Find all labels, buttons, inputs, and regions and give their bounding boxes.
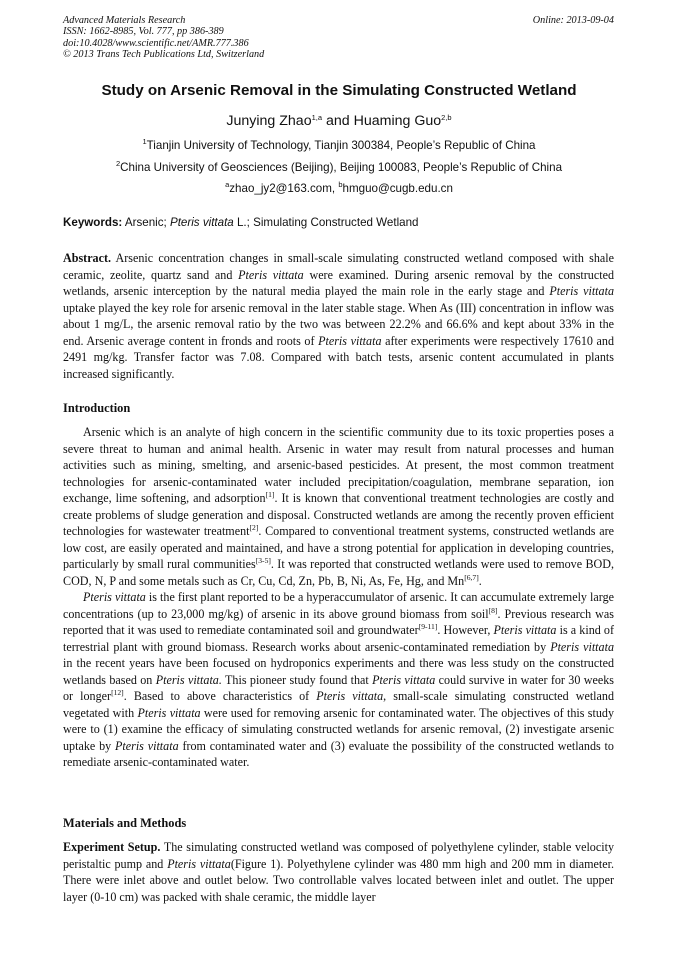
citation: [1] (265, 490, 275, 499)
species-name: Pteris vittata (83, 590, 146, 604)
body-text: is a kind of terrestrial plant with ground biomass. Research works about arsenic-contaminated remediation by (63, 623, 614, 654)
species-name: Pteris vittata (137, 705, 201, 720)
body-text: is the first plant reported to be a hyperaccumulator of arsenic. It can accumulate extremely large concentrations (up to 23,000 mg/kg) of arsenic in its above ground biomass from soil (63, 590, 614, 621)
species-name: Pteris vittata (316, 689, 384, 703)
affiliation-2 (0, 161, 678, 174)
citation: [2] (249, 523, 259, 532)
species-name: Pteris vittata (549, 284, 614, 298)
affiliation-1-mark: 1 (142, 137, 147, 146)
keywords (63, 216, 419, 229)
body-text: . Based to above characteristics of (123, 689, 317, 703)
species-name: Pteris vittata (372, 672, 436, 687)
intro-paragraph-2 (63, 589, 614, 771)
body-text: from contaminated water and (3) evaluate the possibility of the constructed wetlands to remediate arsenic-contaminated water. (63, 738, 614, 769)
citation: [3-5] (255, 556, 271, 565)
intro-paragraph-1 (63, 424, 614, 589)
author-conjunction: and (322, 113, 354, 129)
abstract (63, 250, 614, 382)
species-name: Pteris vittata (115, 738, 179, 753)
abstract-text: after experiments were respectively 17610 and 2491 mg/kg. Transfer factor was 7.08. Compared with batch tests, arsenic content accumulated in plants increased significantly. (63, 333, 614, 381)
introduction-body (63, 424, 614, 771)
email-b: hmguo@cugb.edu.cn (342, 182, 453, 195)
abstract-text: Arsenic concentration changes in small-scale simulating constructed wetland composed with shale ceramic, zeolite, quartz sand and (63, 251, 614, 282)
author-line (0, 113, 678, 129)
copyright-line: © 2013 Trans Tech Publications Ltd, Switzerland (63, 49, 265, 61)
affiliation-1-text: Tianjin University of Technology, Tianjin 300384, People’s Republic of China (146, 139, 536, 152)
issn-line: ISSN: 1662-8985, Vol. 777, pp 386-389 (63, 26, 224, 38)
species-name: Pteris vittata (167, 856, 231, 871)
methods-body (63, 839, 614, 905)
abstract-text: were examined. During arsenic removal by the constructed wetlands, arsenic interception by the natural media played the main role in the early stage and (63, 267, 614, 298)
body-text: Arsenic which is an analyte of high concern in the scientific community due to its toxic properties poses a severe threat to human and animal health. Arsenic in water may result from natural processes and human activities such as mining, smelting, and arsenic-based pesticides. At present, the most common treatment technologies for arsenic-contaminated water included precipitation/coagulation, membrane separation, ion exchange, lime softening, and adsorption (63, 425, 614, 505)
email-line (0, 182, 678, 195)
body-text: . It was reported that constructed wetlands were used to remove BOD, COD, N, P and some metals such as Cr, Cu, Cd, Zn, Pb, B, Ni, As, Fe, Hg, and Mn (63, 557, 615, 588)
email-b-mark: b (338, 180, 343, 189)
experiment-setup-label: Experiment Setup. (63, 840, 161, 854)
journal-header (63, 15, 264, 61)
abstract-text: uptake played the key role for arsenic removal in the later stable stage. When As (III) concentration in inflow was about 1 mg/L, the arsenic removal ratio by the two was between 22.2% and 66.6% and kept about 33% in the end. Arsenic average content in fronds and roots of (63, 300, 614, 348)
species-name: Pteris vittata (550, 639, 614, 654)
species-name: Pteris vittata. (155, 672, 222, 687)
body-text: in the recent years have been focused on hydroponics experiments and there was less study on the constructed wetlands based on (63, 656, 614, 687)
keywords-label: Keywords: (63, 216, 123, 229)
body-text: The simulating constructed wetland was composed of polyethylene cylinder, stable velocity peristaltic pump and (63, 840, 614, 871)
abstract-label: Abstract. (63, 251, 112, 265)
body-text: , small-scale simulating constructed wetland vegetated with (63, 689, 614, 720)
affiliation-2-text: China University of Geosciences (Beijing), Beijing 100083, People’s Republic of China (120, 161, 563, 174)
body-text: . Compared to conventional treatment systems, constructed wetlands are low cost, are easily operated and maintained, and have a strong potential for application in developing countries, particularly by small rural communities (63, 524, 614, 571)
citation: [6,7] (464, 572, 479, 582)
affiliation-1 (0, 139, 678, 152)
keyword-text: Arsenic; (122, 216, 170, 229)
doi-line: doi:10.4028/www.scientific.net/AMR.777.386 (63, 37, 249, 49)
affiliation-2-mark: 2 (115, 159, 121, 168)
body-text: This pioneer study found that (221, 672, 373, 687)
email-a: zhao_jy2@163.com, (229, 182, 339, 195)
citation: [9-11] (418, 622, 438, 631)
section-heading-introduction: Introduction (63, 401, 131, 415)
body-text: . Previous research was reported that it was used to remediate contaminated soil and groundwater (63, 606, 614, 637)
species-name: Pteris vittata (238, 267, 304, 282)
online-date: Online: 2013-09-04 (532, 15, 614, 26)
paper-title: Study on Arsenic Removal in the Simulating Constructed Wetland (101, 82, 577, 99)
body-text: (Figure 1). Polyethylene cylinder was 480 mm high and 200 mm in diameter. There were inlet above and outlet below. Two controllable valves located between inlet and outlet. The upper layer (0-10 cm) was packed with shale ceramic, the middle layer (63, 856, 614, 904)
keyword-text-2: L.; Simulating Constructed Wetland (233, 216, 419, 229)
body-text: . It is known that conventional treatment technologies are costly and create problems of sludge generation and disposal. Constructed wetlands are among the recently proven efficient technologies for wastewater treatment (63, 491, 614, 538)
author-1-affiliation-mark: 1,a (311, 113, 323, 122)
body-text: . However, (437, 623, 494, 637)
citation: [12] (111, 688, 124, 697)
email-a-mark: a (225, 180, 230, 189)
keyword-species: Pteris vittata (169, 216, 234, 229)
author-2-affiliation-mark: 2,b (441, 113, 452, 122)
author-2: Huaming Guo (353, 113, 442, 129)
species-name: Pteris vittata (318, 333, 382, 348)
author-1: Junying Zhao (226, 113, 312, 129)
species-name: Pteris vittata (493, 623, 557, 637)
journal-name: Advanced Materials Research (63, 15, 186, 26)
section-heading-materials-methods: Materials and Methods (63, 816, 187, 830)
body-text: . (478, 573, 482, 588)
body-text: were used for removing arsenic for contaminated water. The objectives of this study were to (1) examine the efficacy of simulating constructed wetlands for arsenic removal, (2) investigate arsenic uptake by (63, 705, 614, 753)
citation: [8] (488, 605, 498, 615)
body-text: could survive in water for 30 weeks or longer (63, 672, 614, 703)
